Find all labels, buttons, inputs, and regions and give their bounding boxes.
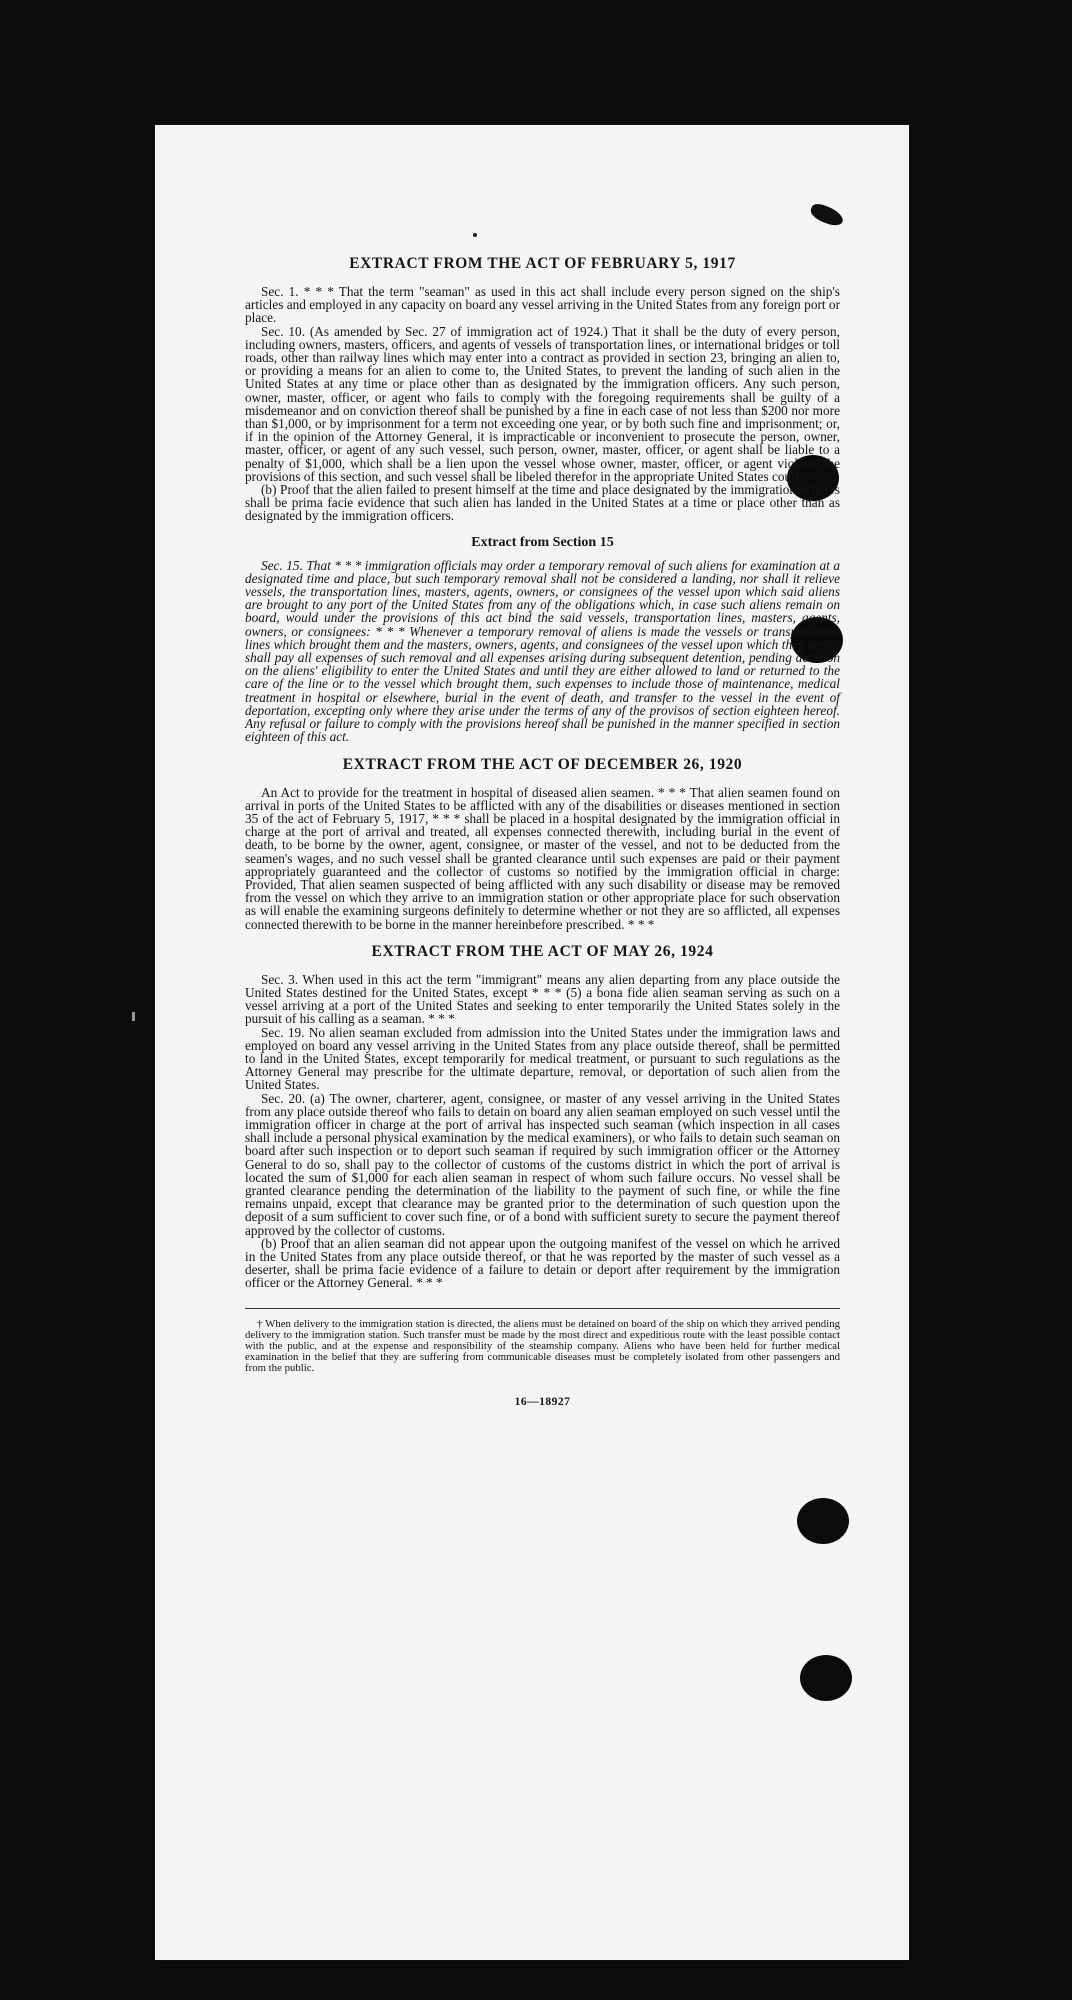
- ink-blot-mark: [808, 201, 846, 229]
- footnote: † When delivery to the immigration station is directed, the aliens must be detained on board of the ship on which they arrived pending delivery to the immigration station. Such transfer must be made by the most direct and expeditious route with the least possible contact with the public, and at the expense and responsibility of the steamship company. Aliens who have been held for further medical examination in the belief that they are suffering from communicable diseases must be completely isolated from other passengers and from the public.: [245, 1317, 840, 1374]
- section-act-1924: [245, 943, 840, 1290]
- page-code: 16—18927: [514, 1395, 571, 1408]
- section-extract-15: [245, 535, 840, 744]
- section-act-1920: [245, 756, 840, 931]
- punch-hole-4: [800, 1655, 852, 1701]
- paragraph: Sec. 15. That * * * immigration officials may order a temporary removal of such aliens for examination at a designated time and place, but such temporary removal shall not be considered a landing, nor shall it relieve vessels, the transportation lines, masters, agents, owners, or consignees of the vessel upon which said aliens are brought to any port of the United States from any of the obligations which, in case such aliens remain on board, would under the provisions of this act bind the said vessels, transportation lines, masters, agents, owners, or consignees: * * * Whenever a temporary removal of aliens is made the vessels or transportation lines which brought them and the masters, owners, agents, and consignees of the vessel upon which they arrive shall pay all expenses of such removal and all expenses arising during subsequent detention, pending decision on the aliens' eligibility to enter the United States and until they are either allowed to land or returned to the care of the line or to the vessel which brought them, such expenses to include those of maintenance, medical treatment in hospital or elsewhere, burial in the event of death, and transfer to the vessel in the event of deportation, excepting only where they arise under the terms of any of the provisos of section eighteen hereof. Any refusal or failure to comply with the provisions hereof shall be punished in the manner specified in section eighteen of this act.: [245, 557, 840, 745]
- paragraph: Sec. 20. (a) The owner, charterer, agent, consignee, or master of any vessel arriving in the United States from any place outside thereof who fails to detain on board any alien seaman employed on such vessel until the immigration officer in charge at the port of arrival has inspected such seaman (which inspection in all cases shall include a personal physical examination by the medical examiners), or who fails to detain such seaman on board after such inspection or to deport such seaman if required by such immigration officer or the Attorney General to do so, shall pay to the collector of customs of the customs district in which the port of arrival is located the sum of $1,000 for each alien seaman in respect of whom such failure occurs. No vessel shall be granted clearance pending the determination of the liability to the payment of such fine, or while the fine remains unpaid, except that clearance may be granted prior to the determination of such question upon the deposit of a sum sufficient to cover such fine, or of a bond with sufficient surety to secure the payment thereof approved by the collector of customs.: [245, 1090, 840, 1238]
- paragraph: (b) Proof that the alien failed to present himself at the time and place designated by the immigration officers shall be prima facie evidence that such alien has landed in the United States at a time or place other than as designated by the immigration officers.: [245, 482, 840, 524]
- document-body: [245, 255, 840, 1408]
- margin-speck: [132, 1012, 135, 1021]
- punch-hole-3: [797, 1498, 849, 1544]
- section-title: EXTRACT FROM THE ACT OF DECEMBER 26, 1920: [342, 755, 743, 773]
- section-subtitle: Extract from Section 15: [471, 534, 614, 550]
- paragraph: Sec. 10. (As amended by Sec. 27 of immigration act of 1924.) That it shall be the duty of every person, including owners, masters, officers, and agents of vessels of transportation lines, or international bridges or toll roads, other than railway lines which may enter into a contract as provided in section 23, bringing an alien to, or providing a means for an alien to come to, the United States, to prevent the landing of such alien in the United States at any time or place other than as designated by the immigration officers. Any such person, owner, master, officer, or agent who fails to comply with the foregoing requirements shall be guilty of a misdemeanor and on conviction thereof shall be punished by a fine in each case of not less than $200 nor more than $1,000, or by imprisonment for a term not exceeding one year, or by both such fine and imprisonment; or, if in the opinion of the Attorney General, it is impracticable or inconvenient to prosecute the person, owner, master, officer, or agent of any such vessel, such person, owner, master, officer, or agent shall be liable to a penalty of $1,000, which shall be a lien upon the vessel whose owner, master, officer, or agent violates the provisions of this section, and such vessel shall be libeled therefor in the appropriate United States court.: [245, 323, 840, 484]
- section-title: EXTRACT FROM THE ACT OF FEBRUARY 5, 1917: [349, 255, 736, 272]
- paragraph: Sec. 19. No alien seaman excluded from admission into the United States under the immigration laws and employed on board any vessel arriving in the United States from any place outside thereof, shall be permitted to land in the United States, except temporarily for medical treatment, or pursuant to such regulations as the Attorney General may prescribe for the ultimate departure, removal, or deportation of such alien from the United States.: [245, 1024, 840, 1093]
- footnote-divider: [245, 1308, 840, 1309]
- document-page: [155, 125, 909, 1960]
- paragraph: Sec. 3. When used in this act the term "immigrant" means any alien departing from any place outside the United States destined for the United States, except * * * (5) a bona fide alien seaman serving as such on a vessel arriving at a port of the United States and seeking to enter temporarily the United States solely in the pursuit of his calling as a seaman. * * *: [245, 971, 840, 1027]
- paragraph: An Act to provide for the treatment in hospital of diseased alien seamen. * * * That alien seamen found on arrival in ports of the United States to be afflicted with any of the disabilities or diseases mentioned in section 35 of the act of February 5, 1917, * * * shall be placed in a hospital designated by the immigration official in charge at the port of arrival and treated, all expenses connected therewith, including burial in the event of death, to be borne by the owner, agent, consignee, or master of the vessel, and not to be deducted from the seamen's wages, and no such vessel shall be granted clearance until such expenses are paid or their payment appropriately guaranteed and the collector of customs so notified by the immigration official in charge: Provided, That alien seamen suspected of being afflicted with any such disability or disease may be removed from the vessel on which they arrive to an immigration station or other appropriate place for such observation as will enable the examining surgeons definitely to determine whether or not they are so afflicted, all expenses connected therewith to be borne in the manner hereinbefore prescribed. * * *: [245, 784, 840, 932]
- ink-dot: [473, 233, 477, 237]
- section-title: EXTRACT FROM THE ACT OF MAY 26, 1924: [371, 942, 714, 960]
- section-act-1917: [245, 255, 840, 523]
- paragraph: (b) Proof that an alien seaman did not appear upon the outgoing manifest of the vessel on which he arrived in the United States from any place outside thereof, or that he was reported by the master of such vessel as a deserter, shall be prima facie evidence of a failure to detain or deport after requirement by the immigration officer or the Attorney General. * * *: [245, 1235, 840, 1291]
- paragraph: Sec. 1. * * * That the term "seaman" as used in this act shall include every person signed on the ship's articles and employed in any capacity on board any vessel arriving in the United States from any foreign port or place.: [245, 284, 840, 326]
